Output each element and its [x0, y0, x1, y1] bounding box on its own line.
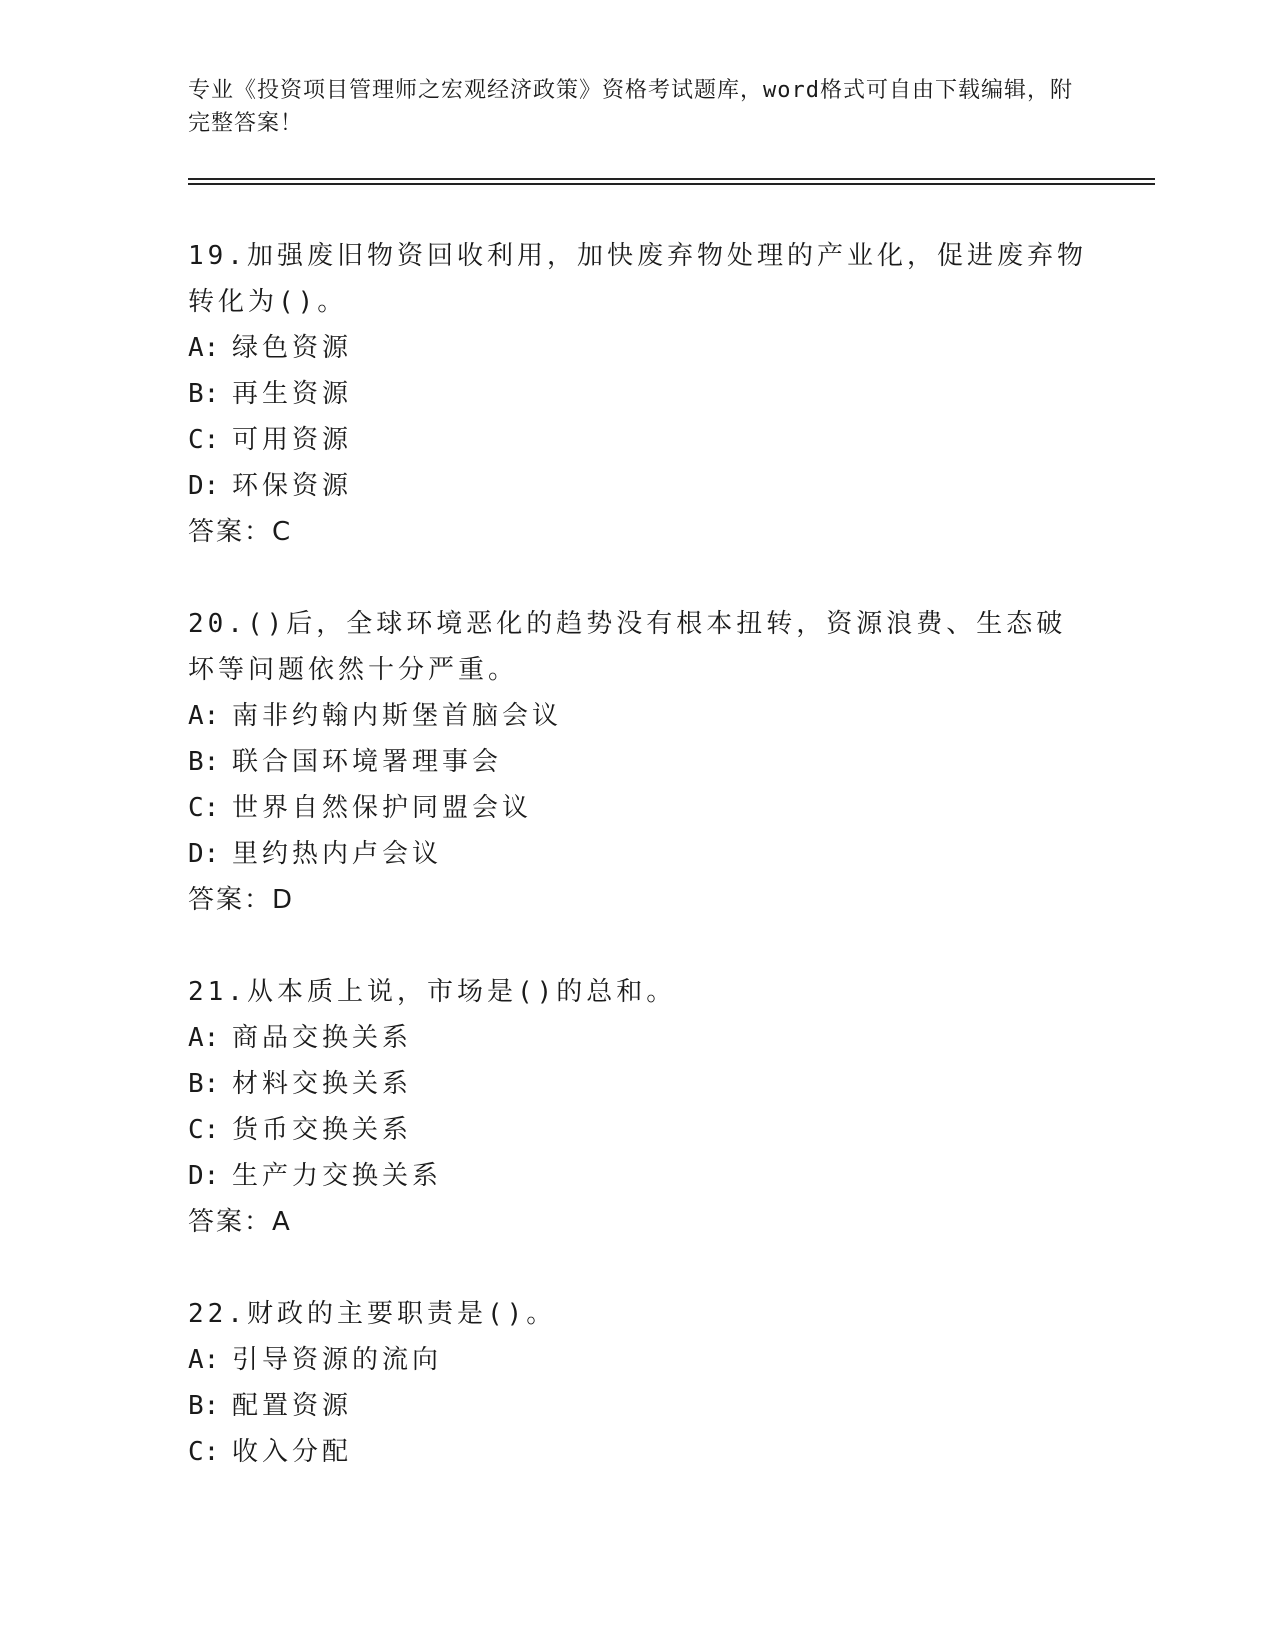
answer-line: 答案：D: [188, 885, 295, 915]
answer-line: 答案：A: [188, 1207, 292, 1237]
option-letter: C:: [188, 793, 220, 823]
option-letter: A:: [188, 1345, 220, 1375]
option-letter: C:: [188, 1115, 220, 1145]
option-c: [188, 1429, 1088, 1475]
option-text: 可用资源: [232, 425, 353, 455]
option-d: [188, 831, 1088, 877]
option-c: [188, 785, 1088, 831]
option-letter: C:: [188, 425, 220, 455]
option-letter: D:: [188, 839, 220, 869]
option-text: 引导资源的流向: [232, 1345, 443, 1375]
question-21: [188, 969, 1088, 1245]
option-text: 货币交换关系: [232, 1115, 413, 1145]
document-header: 专业《投资项目管理师之宏观经济政策》资格考试题库，word格式可自由下载编辑，附完整答案！: [188, 78, 1073, 136]
option-letter: B:: [188, 1391, 220, 1421]
option-letter: A:: [188, 1023, 220, 1053]
option-letter: B:: [188, 379, 220, 409]
question-19: [188, 233, 1088, 555]
option-c: [188, 1107, 1088, 1153]
option-text: 生产力交换关系: [232, 1161, 443, 1191]
question-stem: 19.加强废旧物资回收利用，加快废弃物处理的产业化，促进废弃物转化为()。: [188, 241, 1087, 317]
question-22: [188, 1291, 1088, 1475]
option-letter: D:: [188, 1161, 220, 1191]
option-letter: B:: [188, 747, 220, 777]
option-a: [188, 1337, 1088, 1383]
header-rule-bottom: [188, 183, 1155, 185]
option-b: [188, 1383, 1088, 1429]
option-text: 世界自然保护同盟会议: [232, 793, 533, 823]
option-a: [188, 325, 1088, 371]
question-stem: 21.从本质上说，市场是()的总和。: [188, 977, 677, 1007]
option-text: 再生资源: [232, 379, 353, 409]
option-a: [188, 1015, 1088, 1061]
option-letter: A:: [188, 701, 220, 731]
option-text: 里约热内卢会议: [232, 839, 443, 869]
question-stem: 20.()后，全球环境恶化的趋势没有根本扭转，资源浪费、生态破坏等问题依然十分严重。: [188, 609, 1067, 685]
option-text: 材料交换关系: [232, 1069, 413, 1099]
header-rule-top: [188, 178, 1155, 180]
option-c: [188, 417, 1088, 463]
answer-line: 答案：C: [188, 517, 293, 547]
option-text: 环保资源: [232, 471, 353, 501]
option-text: 配置资源: [232, 1391, 353, 1421]
option-text: 收入分配: [232, 1437, 353, 1467]
option-b: [188, 371, 1088, 417]
question-stem: 22.财政的主要职责是()。: [188, 1299, 557, 1329]
option-text: 绿色资源: [232, 333, 353, 363]
option-letter: D:: [188, 471, 220, 501]
option-letter: C:: [188, 1437, 220, 1467]
option-letter: A:: [188, 333, 220, 363]
option-text: 南非约翰内斯堡首脑会议: [232, 701, 563, 731]
option-b: [188, 1061, 1088, 1107]
option-a: [188, 693, 1088, 739]
question-list: [188, 233, 1088, 1521]
option-d: [188, 463, 1088, 509]
option-d: [188, 1153, 1088, 1199]
option-text: 商品交换关系: [232, 1023, 413, 1053]
option-text: 联合国环境署理事会: [232, 747, 503, 777]
option-b: [188, 739, 1088, 785]
question-20: [188, 601, 1088, 923]
option-letter: B:: [188, 1069, 220, 1099]
